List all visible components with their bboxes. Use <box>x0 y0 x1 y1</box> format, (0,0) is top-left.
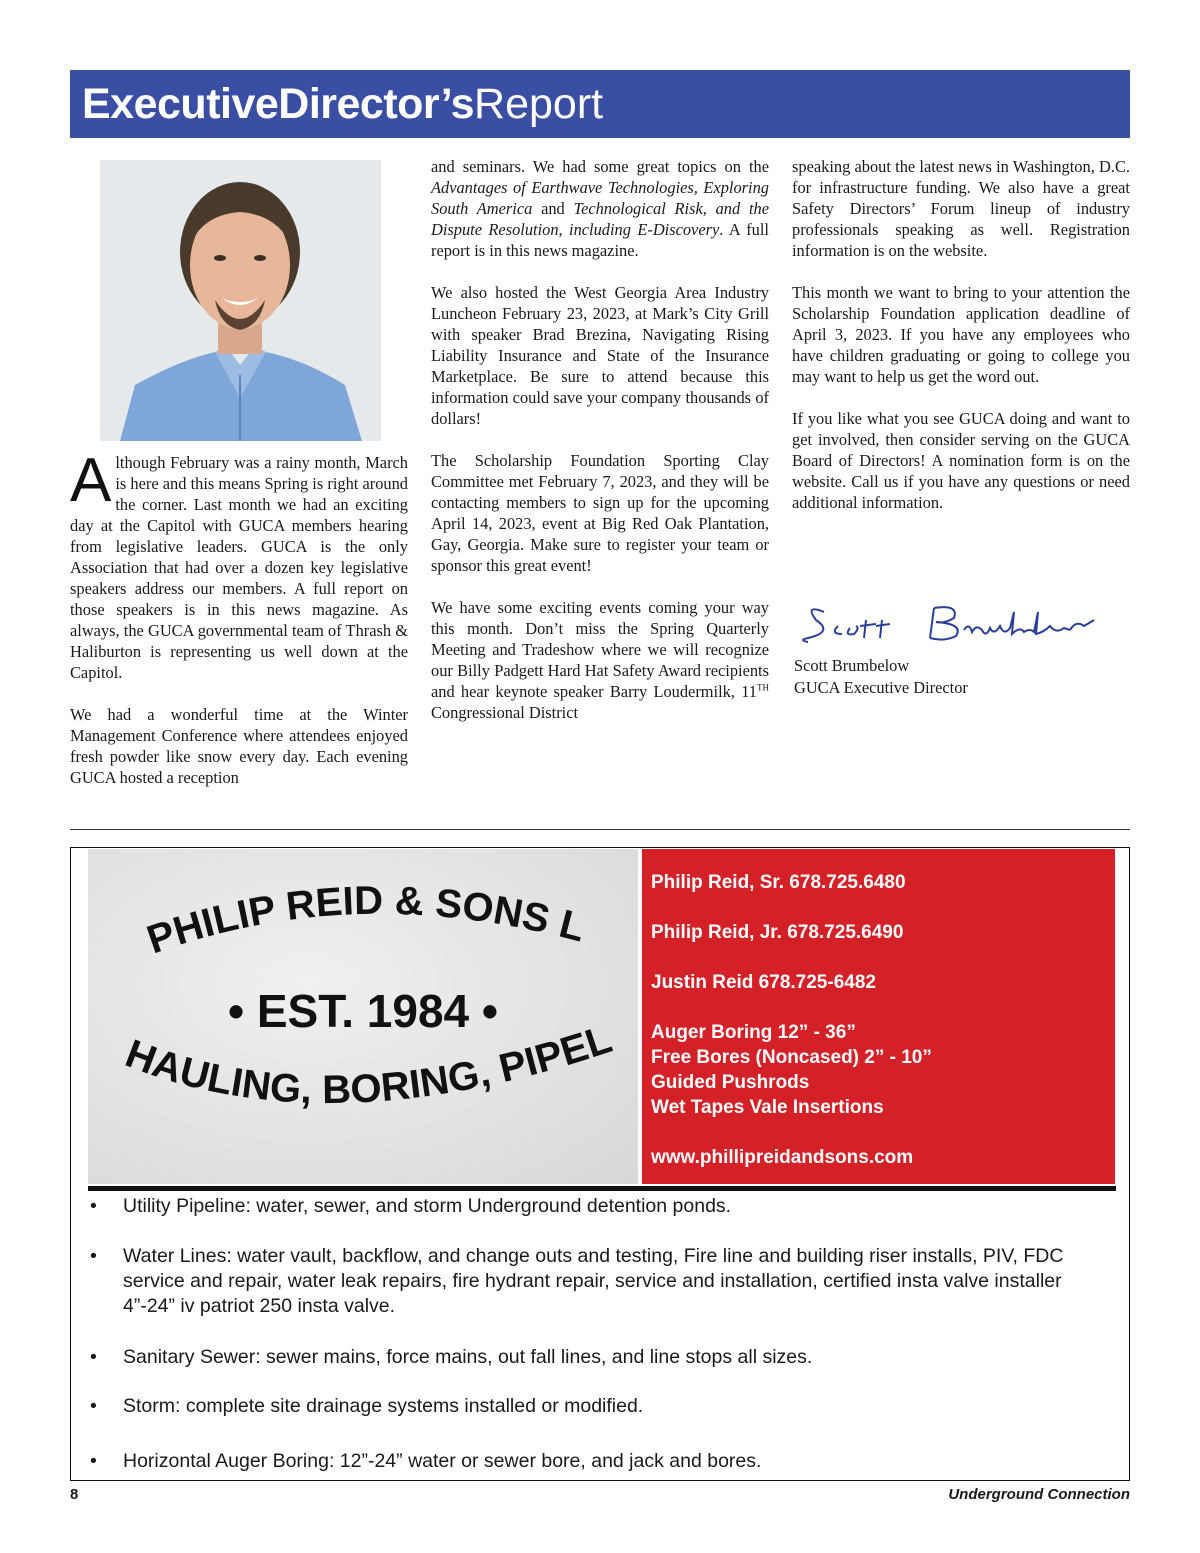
paragraph: We also hosted the West Georgia Area Industry Luncheon February 23, 2023, at Mark’s City Grill with speaker Brad Brezina, Navigating Rising Liability Insurance and State of the Insurance Marketplace. Be sure to attend because this information could save your company thousands of dollars! <box>431 283 769 428</box>
contact-justin: Justin Reid 678.725-6482 <box>651 972 876 993</box>
list-item <box>90 1449 1100 1474</box>
company-logo-panel <box>88 849 638 1184</box>
service-guided-pushrods: Guided Pushrods <box>651 1072 810 1093</box>
title-light: Report <box>474 80 604 128</box>
list-item <box>90 1394 1100 1419</box>
contact-panel <box>642 849 1115 1184</box>
text-run: . A full report is in this news magazine. <box>431 220 769 260</box>
paragraph: The Scholarship Foundation Sporting Clay Committee met February 7, 2023, and they will be contacting members to sign up for the upcoming April 14, 2023, event at Big Red Oak Plantation, Gay, Georgia. Make sure to register your team or sponsor this great event! <box>431 451 769 575</box>
website-link[interactable]: www.phillipreidandsons.com <box>651 1147 914 1168</box>
article-column-3 <box>792 156 1130 534</box>
paragraph: speaking about the latest news in Washington, D.C. for infrastructure funding. We also have a great Safety Directors’ Forum lineup of industry professionals speaking as well. Registration information is on the website. <box>792 157 1130 260</box>
paragraph: If you like what you see GUCA doing and want to get involved, then consider serving on the GUCA Board of Directors! A nomination form is on the website. Call us if you have any questions or need additional information. <box>792 409 1130 512</box>
title-bold: ExecutiveDirector’s <box>82 80 475 128</box>
contact-philip-jr: Philip Reid, Jr. 678.725.6490 <box>651 922 904 943</box>
service-text: Sanitary Sewer: sewer mains, force mains, out fall lines, and line stops all sizes. <box>123 1346 813 1368</box>
paragraph <box>431 597 769 723</box>
paragraph: We had a wonderful time at the Winter Management Conference where attendees enjoyed fresh powder like snow every day. Each evening GUCA hosted a reception <box>70 705 408 787</box>
publication-name: Underground Connection <box>948 1486 1130 1503</box>
signer-title: GUCA Executive Director <box>794 678 968 697</box>
ad-divider-bar <box>88 1186 1116 1191</box>
signature-block <box>794 598 1134 699</box>
bullet: • <box>90 1195 97 1217</box>
drop-cap: A <box>70 446 112 515</box>
bullet: • <box>90 1395 97 1417</box>
company-logo <box>88 849 638 1184</box>
text-run: We have some exciting events coming your way this month. Don’t miss the Spring Quarterly Meeting and Tradeshow where we will recognize our Billy Padgett Hard Hat Safety Award recipients and hear keynote speaker Barry Loudermilk, 11 <box>431 598 769 701</box>
service-wet-tapes: Wet Tapes Vale Insertions <box>651 1097 884 1118</box>
paragraph: lthough February was a rainy month, March is here and this means Spring is right around the corner. Last month we had an exciting day at the Capitol with GUCA members hearing from legislative leaders. GUCA is the only Association that had over a dozen key legislative speakers address our members. A full report on those speakers is in this news magazine. As always, the GUCA governmental team of Thrash & Haliburton is representing us well down at the Capitol. <box>70 453 408 682</box>
article-column-2 <box>431 156 769 744</box>
bullet: • <box>90 1245 97 1267</box>
article-column-1 <box>70 446 408 809</box>
service-text: Utility Pipeline: water, sewer, and storm Underground detention ponds. <box>123 1195 732 1217</box>
text-run: and seminars. We had some great topics on the <box>431 157 769 176</box>
italic-topic: Technological Risk, and the Dispute Resolution, including E-Discovery <box>431 199 769 239</box>
bullet: • <box>90 1450 97 1472</box>
text-run: and <box>532 199 574 218</box>
list-item <box>90 1194 1100 1219</box>
handwritten-signature <box>794 598 1124 650</box>
list-item <box>90 1345 1100 1370</box>
logo-services: HAULING, BORING, PIPEL <box>119 1017 617 1113</box>
portrait-illustration <box>100 160 381 441</box>
text-run: Congressional District <box>431 703 579 722</box>
logo-company-name: PHILIP REID & SONS L <box>141 878 590 963</box>
bullet: • <box>90 1346 97 1368</box>
service-text: Water Lines: water vault, backflow, and change outs and testing, Fire line and building riser installs, PIV, FDC service and repair, water leak repairs, fire hydrant repair, service and installation, certified insta valve installer 4”-24” iv patriot 250 insta valve. <box>123 1245 1064 1317</box>
director-portrait <box>100 160 381 441</box>
paragraph <box>431 156 769 261</box>
superscript: TH <box>757 682 769 693</box>
signer-name: Scott Brumbelow <box>794 656 910 675</box>
section-divider <box>70 829 1130 830</box>
service-free-bores: Free Bores (Noncased) 2” - 10” <box>651 1047 932 1068</box>
italic-topic: Advantages of Earthwave Technologies, Exploring South America <box>431 178 769 218</box>
list-item <box>90 1244 1100 1319</box>
service-text: Horizontal Auger Boring: 12”-24” water or sewer bore, and jack and bores. <box>123 1450 762 1472</box>
section-title-bar <box>70 70 1130 138</box>
logo-established: • EST. 1984 • <box>227 985 499 1037</box>
page-number: 8 <box>70 1486 79 1503</box>
paragraph: This month we want to bring to your attention the Scholarship Foundation application deadline of April 3, 2023. If you have any employees who have children graduating or going to college you may want to help us get the word out. <box>792 283 1130 386</box>
service-text: Storm: complete site drainage systems installed or modified. <box>123 1395 644 1417</box>
contact-philip-sr: Philip Reid, Sr. 678.725.6480 <box>651 872 906 893</box>
service-auger-boring: Auger Boring 12” - 36” <box>651 1022 856 1043</box>
